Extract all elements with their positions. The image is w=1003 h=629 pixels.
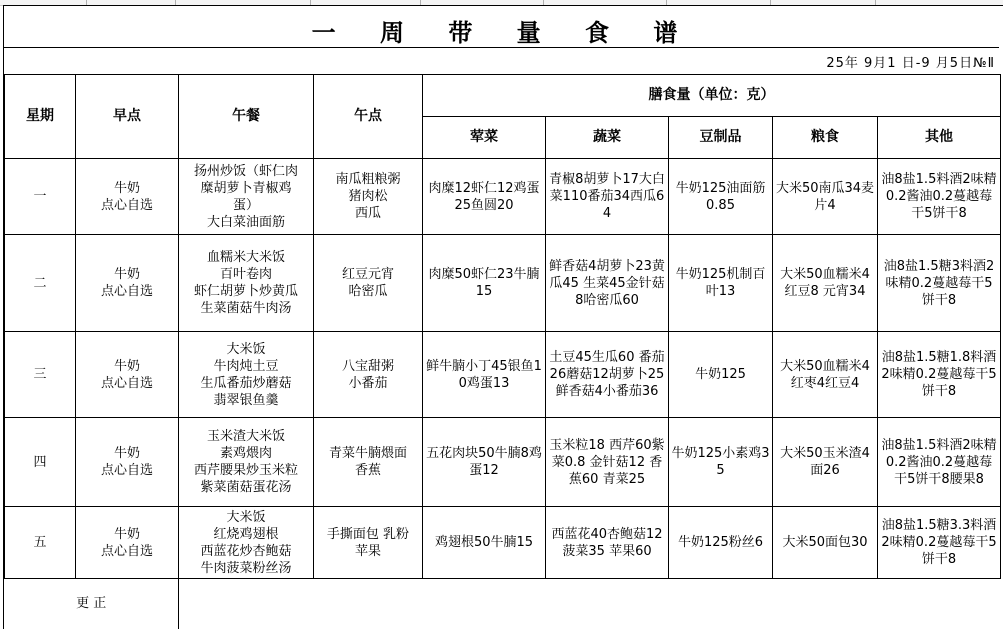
snack-cell: 红豆元宵 哈密瓜	[314, 235, 423, 332]
breakfast-cell: 牛奶 点心自选	[76, 332, 179, 418]
date-range: 25年 9月1 日-9 月5日№Ⅱ	[826, 56, 995, 71]
weekday-cell: 五	[5, 507, 76, 579]
header-breakfast: 早点	[76, 75, 179, 159]
header-soy: 豆制品	[669, 117, 773, 159]
snack-cell: 八宝甜粥 小番茄	[314, 332, 423, 418]
breakfast-cell: 牛奶 点心自选	[76, 235, 179, 332]
table-row	[5, 332, 1001, 418]
snack-cell: 南瓜粗粮粥 猪肉松 西瓜	[314, 159, 423, 235]
breakfast-cell: 牛奶 点心自选	[76, 159, 179, 235]
soy-cell: 牛奶125机制百叶13	[669, 235, 773, 332]
weekday-cell: 四	[5, 418, 76, 507]
footer-row	[5, 579, 1001, 629]
header-intake-group: 膳食量（单位：克）	[423, 75, 1001, 117]
grain-cell: 大米50南瓜34麦片4	[773, 159, 878, 235]
header-grain: 粮食	[773, 117, 878, 159]
soy-cell: 牛奶125油面筋0.85	[669, 159, 773, 235]
meat-cell: 鸡翅根50牛腩15	[423, 507, 546, 579]
vegetables-cell: 鲜香菇4胡萝卜23黄瓜45 生菜45金针菇8哈密瓜60	[546, 235, 669, 332]
table-row	[5, 507, 1001, 579]
other-cell: 油8盐1.5糖3.3料酒2味精0.2蔓越莓干5饼干8	[878, 507, 1001, 579]
title-bar	[4, 5, 1003, 48]
date-line	[4, 47, 999, 74]
snack-cell: 手撕面包 乳粉 苹果	[314, 507, 423, 579]
snack-cell: 青菜牛腩煨面 香蕉	[314, 418, 423, 507]
vegetables-cell: 玉米粒18 西芹60紫菜0.8 金针菇12 香蕉60 青菜25	[546, 418, 669, 507]
header-meat: 荤菜	[423, 117, 546, 159]
breakfast-cell: 牛奶 点心自选	[76, 418, 179, 507]
header-snack: 午点	[314, 75, 423, 159]
page-title: 一 周 带 量 食 谱	[311, 19, 696, 47]
lunch-cell: 血糯米大米饭 百叶卷肉 虾仁胡萝卜炒黄瓜 生菜菌菇牛肉汤	[179, 235, 314, 332]
meat-cell: 肉糜12虾仁12鸡蛋25鱼圆20	[423, 159, 546, 235]
grain-cell: 大米50面包30	[773, 507, 878, 579]
lunch-cell: 玉米渣大米饭 素鸡煨肉 西芹腰果炒玉米粒 紫菜菌菇蛋花汤	[179, 418, 314, 507]
soy-cell: 牛奶125小素鸡35	[669, 418, 773, 507]
table-row	[5, 418, 1001, 507]
vegetables-cell: 土豆45生瓜60 番茄26蘑菇12胡萝卜25鲜香菇4小番茄36	[546, 332, 669, 418]
other-cell: 油8盐1.5糖1.8料酒2味精0.2蔓越莓干5饼干8	[878, 332, 1001, 418]
menu-table	[4, 74, 1001, 629]
table-row	[5, 235, 1001, 332]
correction-cell	[179, 579, 1001, 629]
header-weekday: 星期	[5, 75, 76, 159]
table-row	[5, 159, 1001, 235]
breakfast-cell: 牛奶 点心自选	[76, 507, 179, 579]
weekday-cell: 三	[5, 332, 76, 418]
lunch-cell: 大米饭 红烧鸡翅根 西蓝花炒杏鲍菇 牛肉菠菜粉丝汤	[179, 507, 314, 579]
meat-cell: 五花肉块50牛腩8鸡蛋12	[423, 418, 546, 507]
vegetables-cell: 西蓝花40杏鲍菇12菠菜35 苹果60	[546, 507, 669, 579]
weekday-cell: 二	[5, 235, 76, 332]
header-other: 其他	[878, 117, 1001, 159]
other-cell: 油8盐1.5料酒2味精0.2酱油0.2蔓越莓干5饼干8	[878, 159, 1001, 235]
weekday-cell: 一	[5, 159, 76, 235]
meat-cell: 肉糜50虾仁23牛腩15	[423, 235, 546, 332]
vegetables-cell: 青椒8胡萝卜17大白菜110番茄34西瓜64	[546, 159, 669, 235]
header-vegetables: 蔬菜	[546, 117, 669, 159]
meat-cell: 鲜牛腩小丁45银鱼10鸡蛋13	[423, 332, 546, 418]
other-cell: 油8盐1.5料酒2味精0.2酱油0.2蔓越莓干5饼干8腰果8	[878, 418, 1001, 507]
lunch-cell: 扬州炒饭（虾仁肉 糜胡萝卜青椒鸡 蛋） 大白菜油面筋	[179, 159, 314, 235]
other-cell: 油8盐1.5糖3料酒2味精0.2蔓越莓干5饼干8	[878, 235, 1001, 332]
correction-label: 更 正	[5, 579, 179, 629]
grain-cell: 大米50血糯米4红豆8 元宵34	[773, 235, 878, 332]
lunch-cell: 大米饭 牛肉炖土豆 生瓜番茄炒蘑菇 翡翠银鱼羹	[179, 332, 314, 418]
soy-cell: 牛奶125粉丝6	[669, 507, 773, 579]
soy-cell: 牛奶125	[669, 332, 773, 418]
grain-cell: 大米50玉米渣4面26	[773, 418, 878, 507]
header-lunch: 午餐	[179, 75, 314, 159]
grain-cell: 大米50血糯米4红枣4红豆4	[773, 332, 878, 418]
